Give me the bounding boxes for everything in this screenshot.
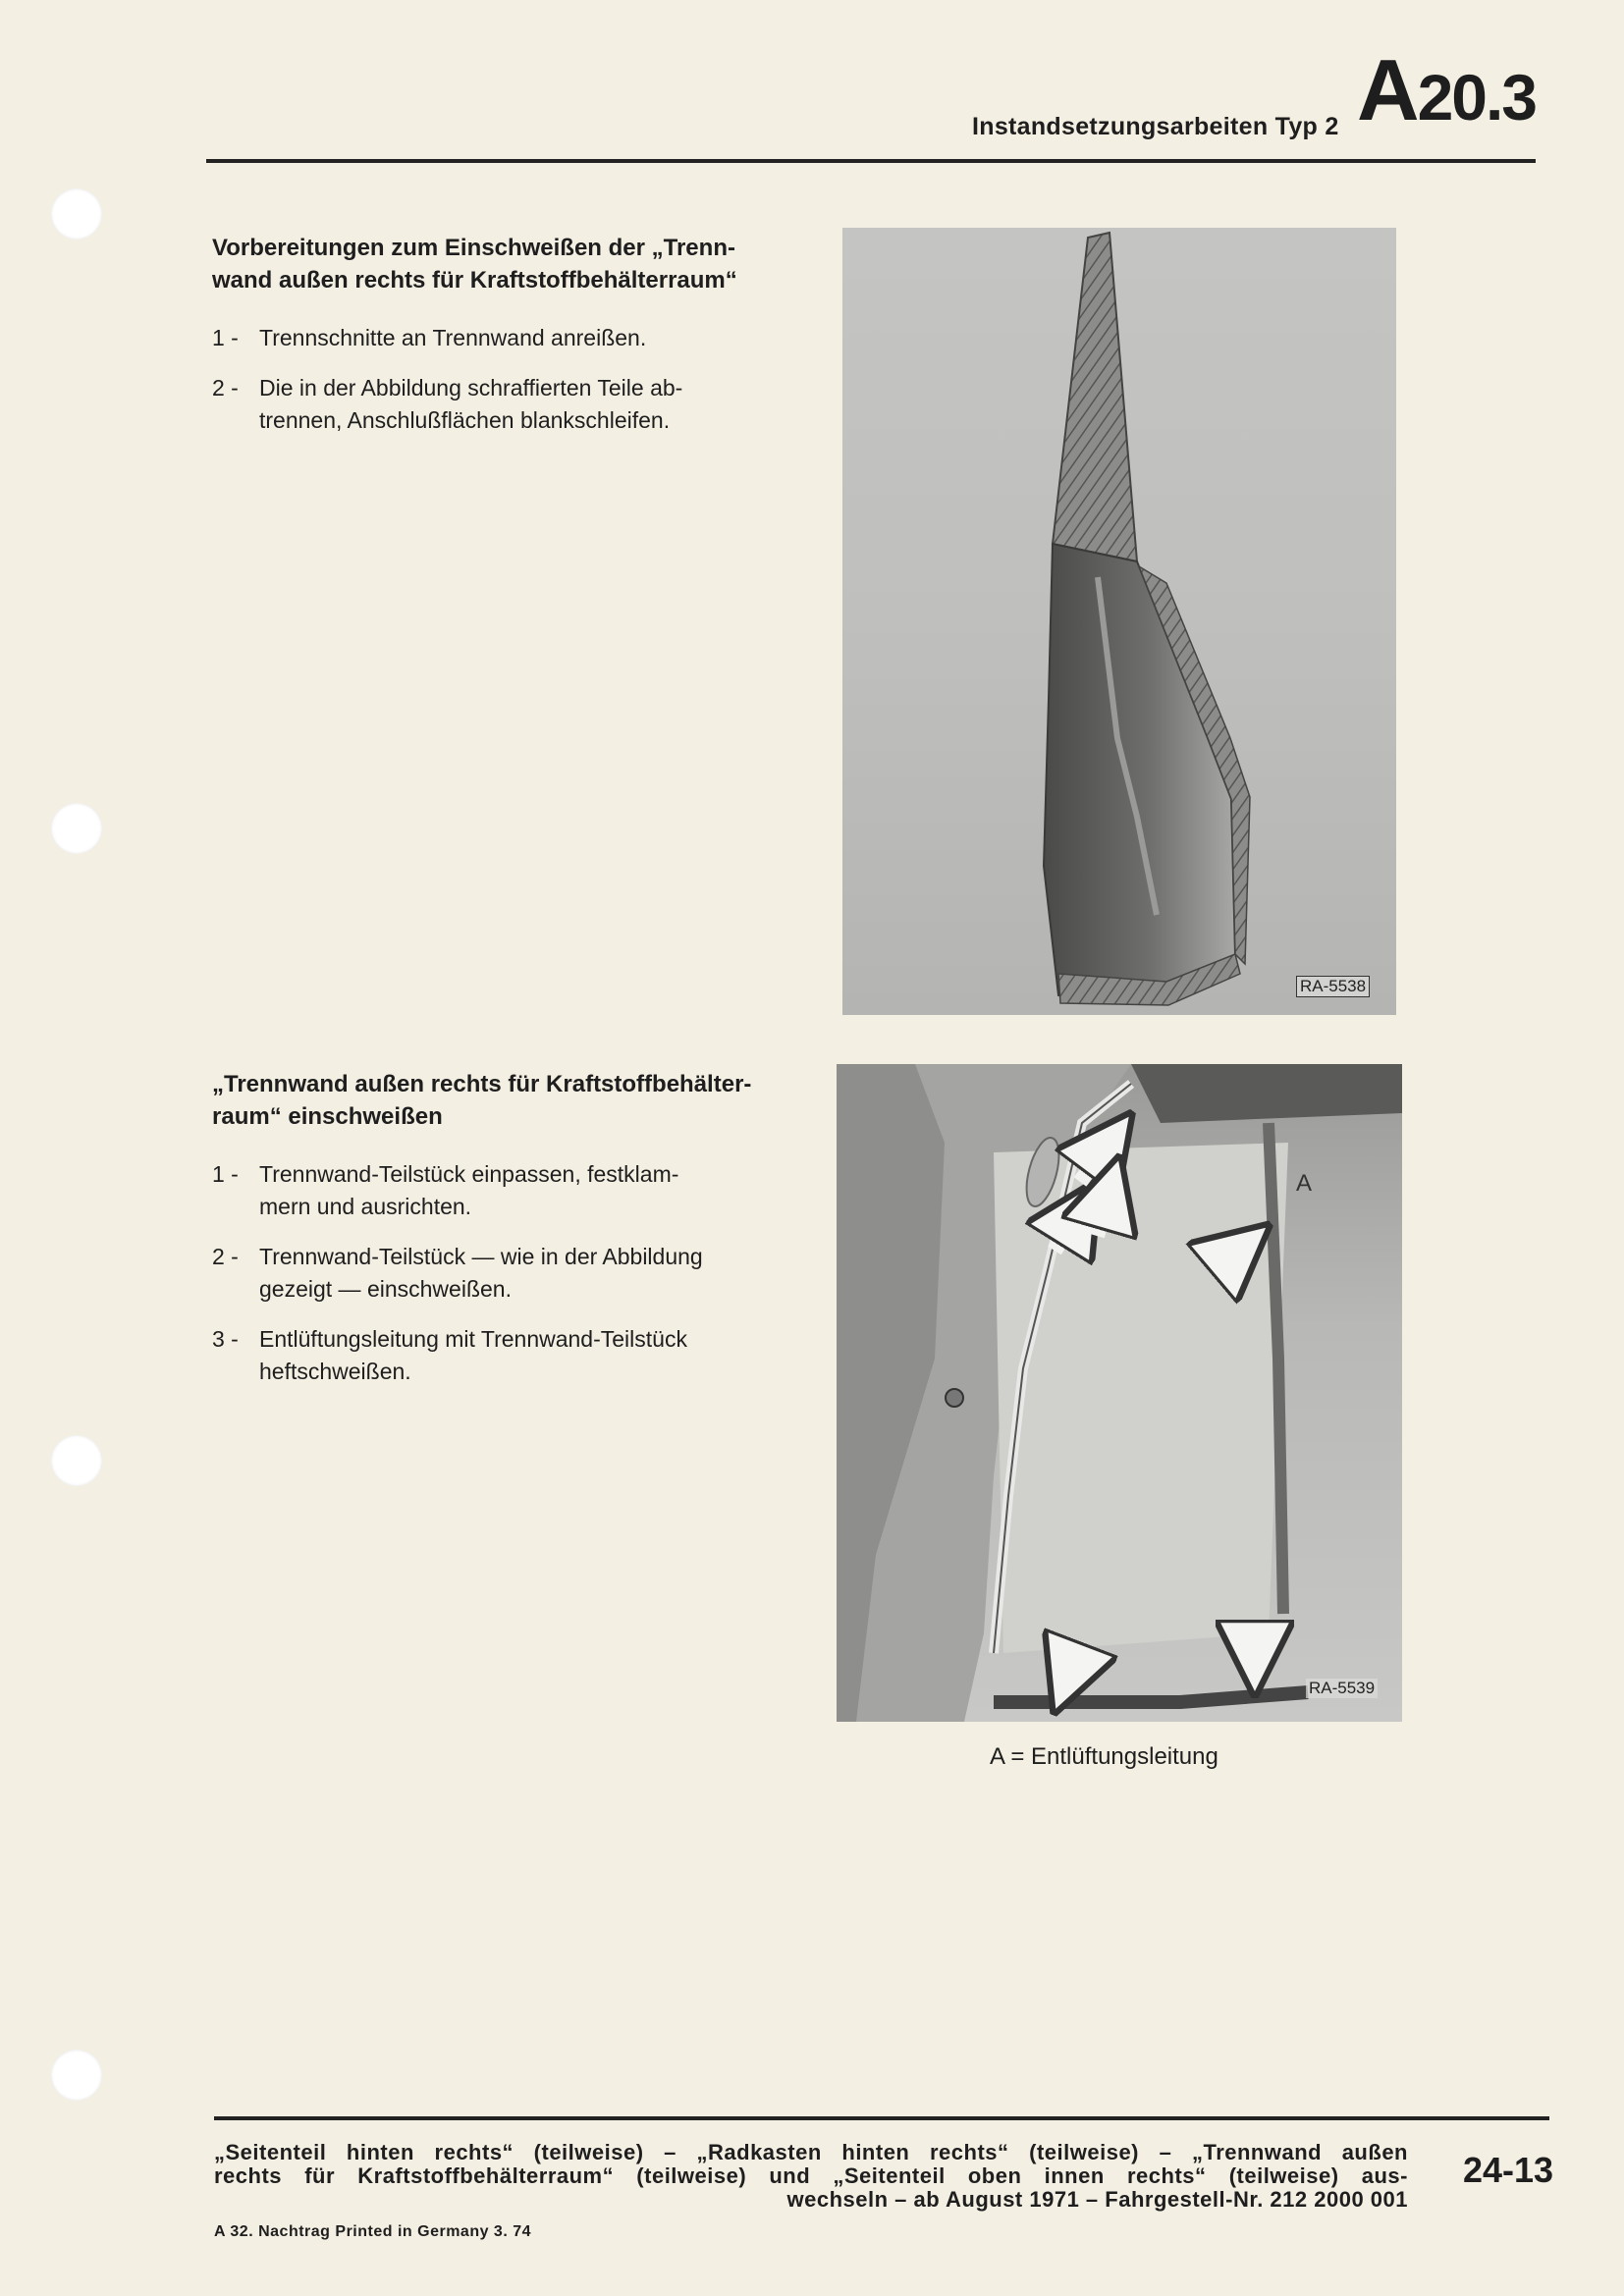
step-text: mern und ausrichten. (259, 1194, 472, 1219)
figure-marker: A (1296, 1170, 1313, 1197)
step (212, 1323, 782, 1388)
step (212, 1158, 782, 1223)
section-code (1357, 41, 1537, 138)
step (212, 322, 762, 354)
punch-hole (51, 1435, 102, 1486)
header-rule (206, 159, 1536, 163)
step (212, 372, 762, 437)
step-text: Trennschnitte an Trennwand anreißen. (259, 325, 647, 350)
section-1 (212, 232, 762, 437)
step-text: gezeigt — einschweißen. (259, 1276, 512, 1302)
step-text: Trennwand-Teilstück einpassen, festklam- (259, 1161, 679, 1187)
footer-line: rechts für Kraftstoffbehälterraum“ (teilweise) und „Seitenteil oben innen rechts“ (teilweise) aus- (214, 2163, 1408, 2188)
footer-description (214, 2141, 1408, 2212)
figure-reference: RA-5539 (1306, 1679, 1378, 1698)
punch-hole (51, 2050, 102, 2101)
step-text: Trennwand-Teilstück — wie in der Abbildung (259, 1244, 703, 1269)
step-text: heftschweißen. (259, 1359, 411, 1384)
section-code-number: 20.3 (1417, 61, 1537, 133)
header-title: Instandsetzungsarbeiten Typ 2 (972, 113, 1339, 140)
welding-illustration (837, 1064, 1402, 1722)
punch-hole (51, 803, 102, 854)
step-number: 1 - (212, 325, 239, 350)
step (212, 1241, 782, 1306)
step-number: 2 - (212, 375, 239, 400)
step-text: trennen, Anschlußflächen blankschleifen. (259, 407, 671, 433)
partition-panel-illustration (842, 228, 1396, 1015)
footer-rule (214, 2116, 1549, 2120)
section-code-letter: A (1357, 41, 1418, 138)
section-2-title: „Trennwand außen rechts für Kraftstoffbehälter- raum“ einschweißen (212, 1071, 752, 1130)
step-text: Entlüftungsleitung mit Trennwand-Teilstück (259, 1326, 687, 1352)
imprint: A 32. Nachtrag Printed in Germany 3. 74 (214, 2223, 532, 2240)
step-number: 2 - (212, 1244, 239, 1269)
footer-line: wechseln – ab August 1971 – Fahrgestell-Nr. 212 2000 001 (786, 2187, 1408, 2212)
figure-reference: RA-5538 (1296, 976, 1370, 997)
step-number: 1 - (212, 1161, 239, 1187)
step-text: Die in der Abbildung schraffierten Teile ab- (259, 375, 683, 400)
section-1-title: Vorbereitungen zum Einschweißen der „Trenn- wand außen rechts für Kraftstoffbehälterraum“ (212, 235, 737, 294)
page-number: 24-13 (1463, 2150, 1554, 2190)
punch-hole (51, 188, 102, 240)
section-2 (212, 1068, 782, 1388)
figure-2-caption: A = Entlüftungsleitung (990, 1743, 1218, 1770)
footer-line: „Seitenteil hinten rechts“ (teilweise) – „Radkasten hinten rechts“ (teilweise) – „Trennwand außen (214, 2140, 1408, 2164)
figure-2-photo (837, 1064, 1402, 1722)
step-number: 3 - (212, 1326, 239, 1352)
figure-1-photo (842, 228, 1396, 1015)
